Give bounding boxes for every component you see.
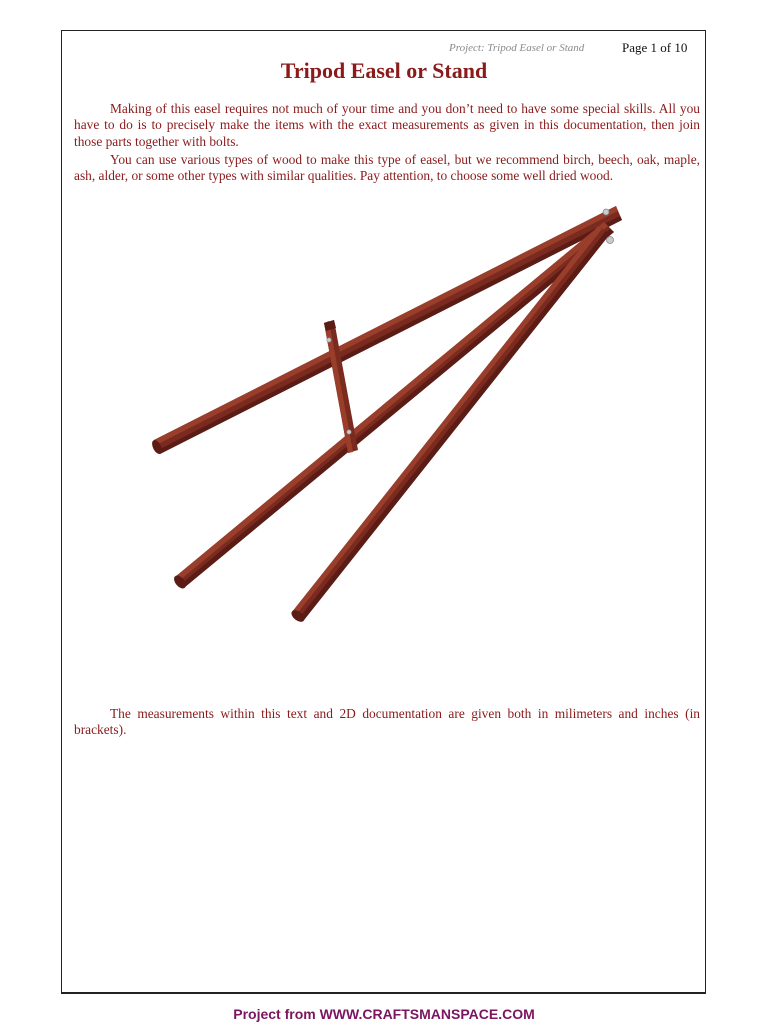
footer-credit: Project from WWW.CRAFTSMANSPACE.COM	[233, 1006, 535, 1022]
header-page-number: Page 1 of 10	[622, 40, 688, 55]
page-title: Tripod Easel or Stand	[280, 58, 488, 83]
measurements-paragraph: The measurements within this text and 2D documentation are given both in milimeters and inches (in brackets).	[74, 706, 700, 738]
wood-types-paragraph: You can use various types of wood to make this type of easel, but we recommend birch, beech, oak, maple, ash, alder, or some other types with similar qualities. Pay attention, to choose some well dried wood.	[74, 152, 700, 184]
header-project-label: Project: Tripod Easel or Stand	[449, 42, 585, 54]
easel-leg-back	[289, 226, 610, 624]
easel-illustration	[120, 200, 650, 640]
intro-paragraph: Making of this easel requires not much of your time and you don’t need to have some special skills. All you have to do is to precisely make the items with the exact measurements as given in this documentation, then join those parts together with bolts.	[74, 101, 700, 149]
